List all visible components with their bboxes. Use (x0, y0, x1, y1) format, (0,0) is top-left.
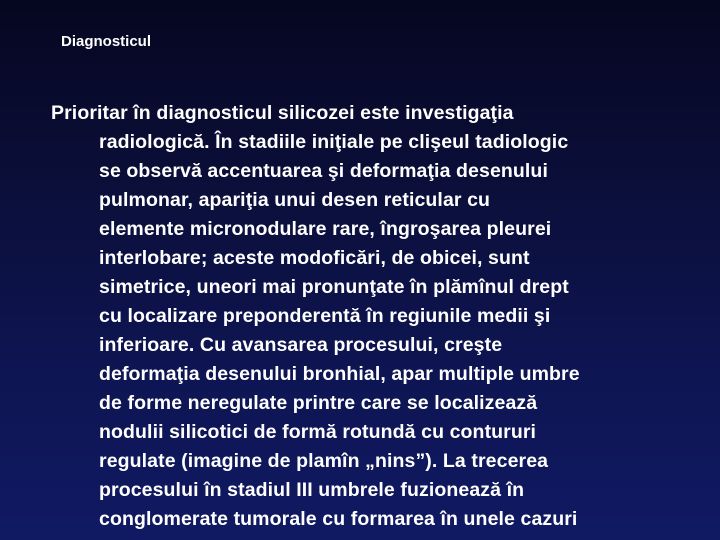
body-line: interlobare; aceste modoficări, de obicei, sunt (99, 247, 530, 269)
body-line: de forme neregulate printre care se localizează (99, 392, 538, 414)
slide-title: Diagnosticul (61, 33, 152, 50)
body-line: deformaţia desenului bronhial, apar multiple umbre (99, 363, 580, 385)
body-line: nodulii silicotici de formă rotundă cu contururi (99, 421, 537, 443)
body-line: pulmonar, apariţia unui desen reticular cu (99, 189, 491, 211)
body-line: elemente micronodulare rare, îngroşarea pleurei (99, 218, 552, 240)
body-line: Prioritar în diagnosticul silicozei este investigaţia (51, 102, 514, 124)
body-line: cu localizare preponderentă în regiunile medii şi (99, 305, 551, 327)
body-line: conglomerate tumorale cu formarea în unele cazuri (99, 508, 578, 530)
body-line: se observă accentuarea şi deformaţia desenului (99, 160, 548, 182)
body-paragraph (51, 99, 687, 534)
body-line: radiologică. În stadiile iniţiale pe clişeul tadiologic (99, 131, 569, 153)
body-line: procesului în stadiul III umbrele fuzionează în (99, 479, 525, 501)
body-line: simetrice, uneori mai pronunţate în plămînul drept (99, 276, 569, 298)
body-line: inferioare. Cu avansarea procesului, creşte (99, 334, 503, 356)
body-line: regulate (imagine de plamîn „nins”). La trecerea (99, 450, 549, 472)
